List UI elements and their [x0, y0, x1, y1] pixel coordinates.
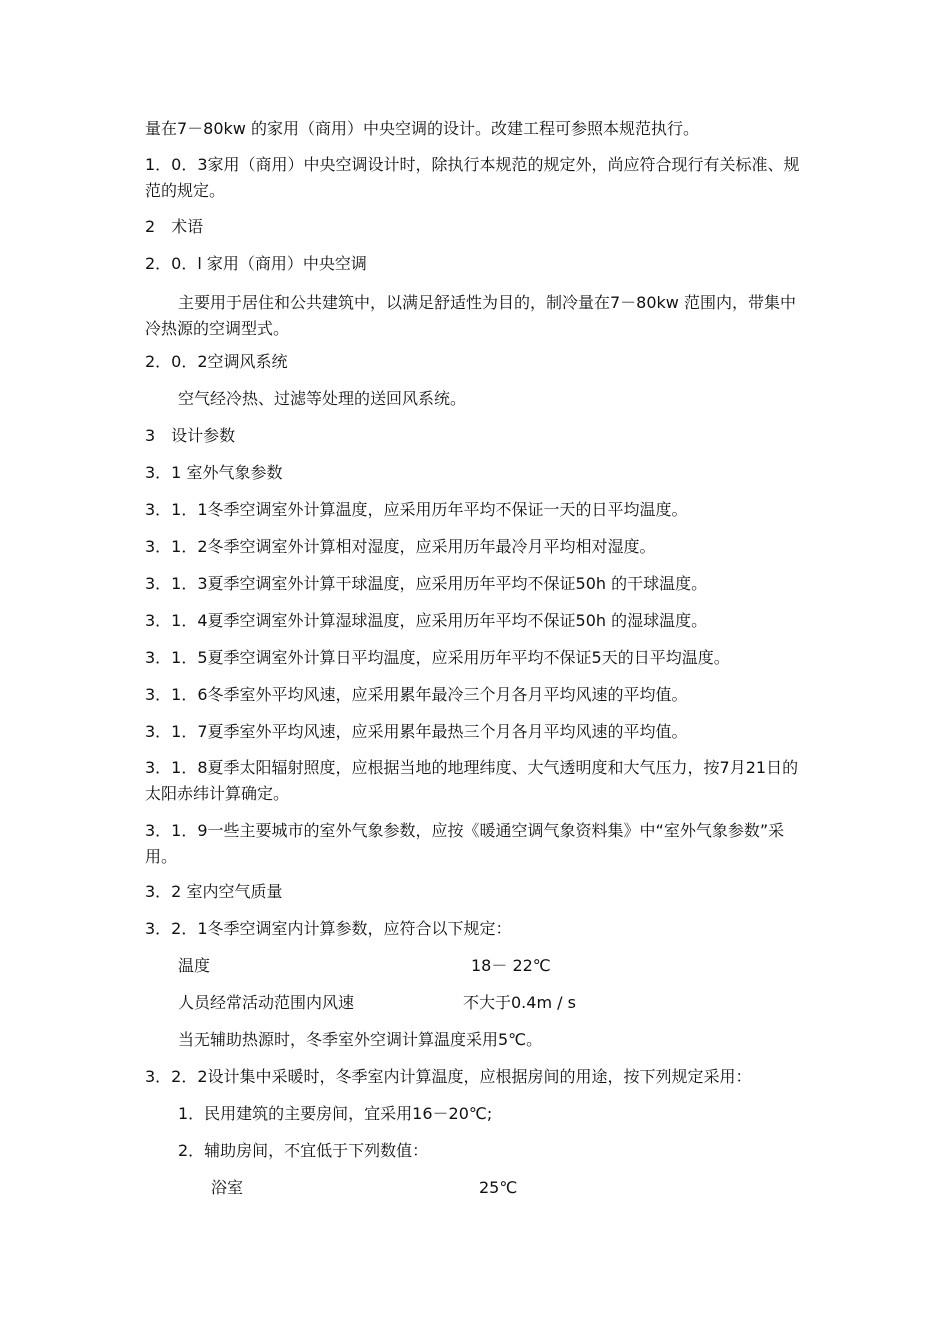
param-value-temperature: 18－ 22℃: [471, 956, 551, 975]
clause-3-1-5: 3．1．5夏季空调室外计算日平均温度，应采用历年平均不保证5天的日平均温度。: [145, 648, 730, 667]
param-label-temperature: 温度: [178, 956, 211, 975]
clause-3-1-6: 3．1．6冬季室外平均风速，应采用累年最冷三个月各月平均风速的平均值。: [145, 685, 688, 704]
room-label-bathroom: 浴室: [211, 1178, 244, 1197]
clause-heading-2-0-2: 2．0．2空调风系统: [145, 352, 288, 371]
param-value-wind-speed: 不大于0.4m / s: [463, 993, 576, 1012]
clause-3-1-3: 3．1．3夏季空调室外计算干球温度，应采用历年平均不保证50h 的干球温度。: [145, 574, 708, 593]
section-heading-2: 2 术语: [145, 217, 204, 236]
clause-3-2-1: 3．2．1冬季空调室内计算参数，应符合以下规定：: [145, 919, 512, 938]
clause-3-1-1: 3．1．1冬季空调室外计算温度，应采用历年平均不保证一天的日平均温度。: [145, 500, 688, 519]
clause-1-0-3: 1．0．3家用（商用）中央空调设计时，除执行本规范的规定外，尚应符合现行有关标准、规范的规定。: [145, 155, 800, 200]
clause-3-1-9: 3．1．9一些主要城市的室外气象参数，应按《暖通空调气象资料集》中“室外气象参数”采用。: [145, 821, 785, 866]
intro-tail-paragraph: 量在7－80kw 的家用（商用）中央空调的设计。改建工程可参照本规范执行。: [145, 119, 699, 138]
subsection-heading-3-1: 3．1 室外气象参数: [145, 463, 283, 482]
clause-3-2-1-note: 当无辅助热源时，冬季室外空调计算温度采用5℃。: [178, 1030, 543, 1049]
clause-3-1-4: 3．1．4夏季空调室外计算湿球温度，应采用历年平均不保证50h 的湿球温度。: [145, 611, 708, 630]
clause-2-0-1-body: 主要用于居住和公共建筑中，以满足舒适性为目的，制冷量在7－80kw 范围内，带集中冷热源的空调型式。: [145, 293, 796, 338]
subsection-heading-3-2: 3．2 室内空气质量: [145, 882, 283, 901]
list-item-2: 2．辅助房间，不宜低于下列数值：: [178, 1141, 429, 1160]
list-item-1: 1．民用建筑的主要房间，宜采用16－20℃;: [178, 1104, 493, 1123]
clause-heading-2-0-1: 2．0．l 家用（商用）中央空调: [145, 254, 367, 273]
room-value-bathroom: 25℃: [479, 1178, 518, 1197]
clause-3-1-7: 3．1．7夏季室外平均风速，应采用累年最热三个月各月平均风速的平均值。: [145, 722, 688, 741]
clause-2-0-2-body: 空气经冷热、过滤等处理的送回风系统。: [178, 389, 467, 408]
param-label-wind-speed: 人员经常活动范围内风速: [178, 993, 355, 1012]
clause-3-2-2: 3．2．2设计集中采暖时，冬季室内计算温度，应根据房间的用途，按下列规定采用：: [145, 1067, 752, 1086]
clause-3-1-8: 3．1．8夏季太阳辐射照度，应根据当地的地理纬度、大气透明度和大气压力，按7月21日的太阳赤纬计算确定。: [145, 758, 799, 803]
section-heading-3: 3 设计参数: [145, 426, 236, 445]
clause-3-1-2: 3．1．2冬季空调室外计算相对湿度，应采用历年最冷月平均相对湿度。: [145, 537, 656, 556]
